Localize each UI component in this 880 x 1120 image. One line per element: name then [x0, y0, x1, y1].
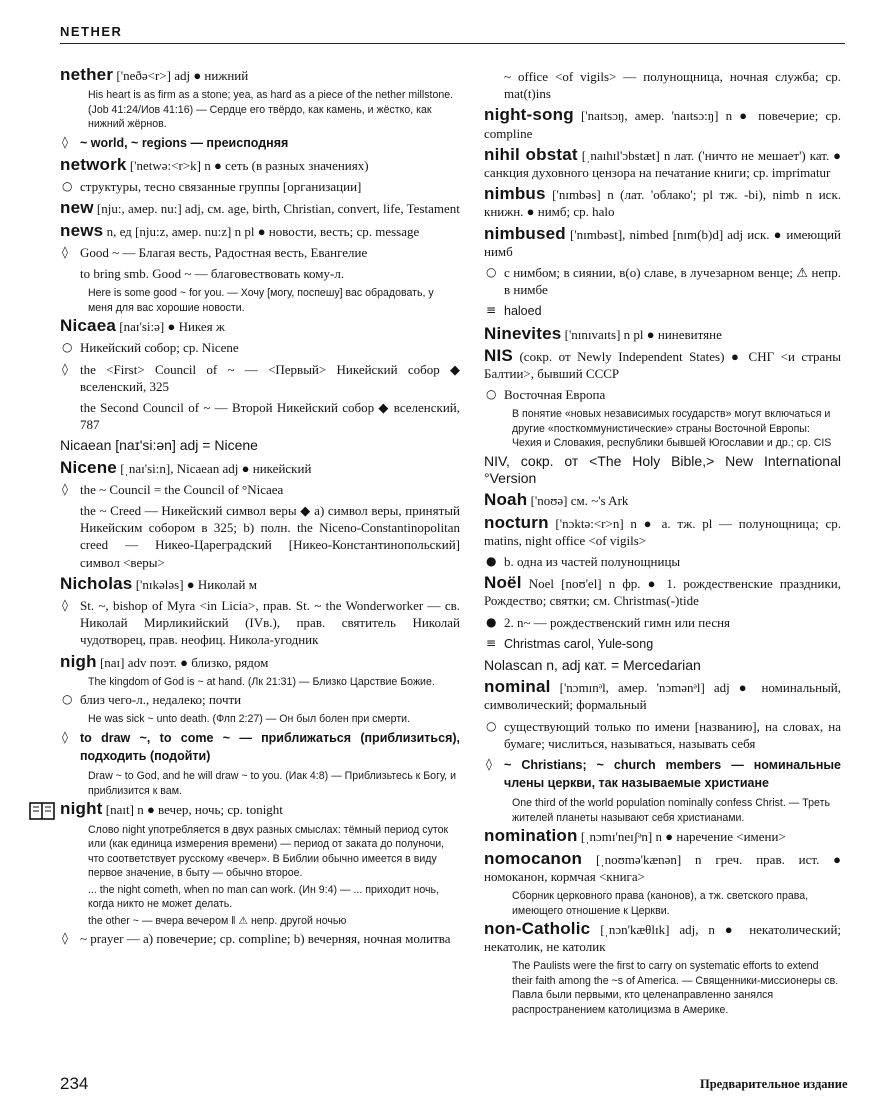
sub-sense: ◊ ~ prayer — a) повечерие; ср. compline; b) вечерняя, ночная молитва: [62, 931, 451, 947]
sub-sense: ≡ haloed: [486, 303, 542, 319]
entry: nomination [ˌnɔmɪ'neɪʃᵊn] n ● наречение <имени>: [484, 826, 786, 846]
example: The Paulists were the first to carry on systematic efforts to extend their faith among the ~s of America. — Священники-миссионеры св. Павла были первыми, кто целенаправленно занялся распространением католицизма в Америке.: [512, 960, 839, 1016]
page-number: 234: [60, 1074, 89, 1093]
entry: nimbus ['nɪmbəs] n (лат. 'облако'; pl тж. -bi), nimb n иск. книжн. ● нимб; ср. halo: [484, 184, 842, 220]
example: One third of the world population nominally confess Christ. — Треть жителей планеты называют себя христианами.: [512, 797, 830, 824]
example: ... the night cometh, when no man can work. (Ин 9:4) — ... приходит ночь, когда никто не может делать.: [88, 883, 440, 911]
sub-sense: ○ Никейский собор; ср. Nicene: [62, 340, 239, 356]
sub-sense: ◊ the <First> Council of ~ — <Первый> Никейский собор ◆ вселенский, 325: [62, 361, 460, 394]
entry: night [naɪt] n ● вечер, ночь; ср. tonight: [60, 800, 460, 818]
entry: new [nju:, амер. nu:] adj, см. age, birth, Christian, convert, life, Testament: [60, 198, 460, 218]
example: Here is some good ~ for you. — Хочу [могу, поспешу] вас обрадовать, у меня для вас хорошие новости.: [88, 287, 434, 314]
sub-sense: ● b. одна из частей полунощницы: [486, 553, 681, 569]
entry: nominal ['nɔmɪnᵊl, амер. 'nɔmənᵊl] adj ● номинальный, символический; формальный: [484, 677, 842, 713]
book-icon: [29, 802, 55, 820]
sub-sense: ◊ the ~ Council = the Council of °Nicaea: [62, 481, 284, 497]
entry: NIV, сокр. от <The Holy Bible,> New International °Version: [484, 452, 841, 487]
sub-sense: ◊ Good ~ — Благая весть, Радостная весть, Евангелие: [62, 244, 368, 260]
sub-sense: ○ с нимбом; в сиянии, в(о) славе, в лучезарном венце; ⚠ непр. в нимбе: [486, 265, 841, 298]
sub-sense: ● 2. n~ — рождественский гимн или песня: [486, 614, 731, 630]
sub-sense: ~ office <of vigils> — полунощница, ночная служба; ср. mat(t)ins: [504, 69, 841, 102]
sub-sense: ◊ ~ world, ~ regions — преисподняя: [62, 134, 289, 150]
example: Слово night употребляется в двух разных смыслах: тёмный период суток или (как единица измерения времени) — период от заката до полуночи, что соответствует русскому «вечер». В Библии обычно имеется в виду первое значение, в быту — обычно второе.: [88, 823, 449, 880]
sub-sense: ○ существующий только по имени [названию], на словах, на бумаге; числиться, называться, называть себя: [486, 718, 841, 751]
sub-sense: ◊ ~ Christians; ~ church members — номинальные члены церкви, так называемые христиане: [486, 757, 841, 791]
sub-sense: ◊ to draw ~, to come ~ — приближаться (приблизиться), подходить (подойти): [62, 729, 460, 764]
sub-sense: the Second Council of ~ — Второй Никейский собор ◆ вселенский, 787: [80, 399, 460, 433]
entry: Nicaean [naɪ'si:ən] adj = Nicene: [60, 437, 258, 454]
entry: Nolascan n, adj кат. = Mercedarian: [484, 656, 701, 673]
sub-sense: to bring smb. Good ~ — благовествовать кому-л.: [80, 265, 345, 281]
sub-sense: ≡ Christmas carol, Yule-song: [486, 635, 654, 651]
sub-sense: ○ Восточная Европа: [486, 387, 606, 403]
entry: night-song ['naɪtsɔŋ, амер. 'naɪtsɔ:ŋ] n ● повечерие; ср. compline: [484, 105, 841, 141]
entry: nether ['neðə<r>] adj ● нижний: [60, 65, 249, 84]
example: He was sick ~ unto death. (Флп 2:27) — Он был болен при смерти.: [88, 713, 411, 726]
example: В понятие «новых независимых государств» могут включаться и другие «посткоммунистические» страны Восточной Европы: Чехия и Словакия, республики бывшей Югославии и др.; ср. CIS: [512, 408, 832, 450]
left-column: [60, 66, 460, 951]
entry: network ['netwə:<r>k] n ● сеть (в разных значениях): [60, 154, 369, 174]
sub-sense: ○ структуры, тесно связанные группы [организации]: [62, 179, 362, 195]
sub-sense: ◊ St. ~, bishop of Myra <in Licia>, прав. St. ~ the Wonderworker — св. Николай Мирликийский (IVв.), прав. святитель Николай чудотворец, прав. неофиц. Никола-угодник: [62, 597, 460, 648]
right-column: [484, 68, 841, 1019]
example: Сборник церковного права (канонов), а тж. светского права, имеющего отношение к Церкви.: [512, 890, 809, 917]
entry: Nicene [ˌnaɪ'si:n], Nicaean adj ● никейский: [60, 457, 312, 477]
entry: Noël Noel [noʊ'el] n фр. ● 1. рождественские праздники, Рождество; святки; см. Christmas(-)tide: [484, 573, 841, 609]
entry: non-Catholic [ˌnɔn'kæθlɪk] adj, n ● некатолический; некатолик, не католик: [484, 919, 842, 955]
entry: nomocanon [ˌnoʊmə'kænən] n греч. прав. ист. ● номоканон, кормчая <книга>: [484, 848, 841, 884]
running-head-word: NETHER: [60, 24, 130, 39]
entry: nocturn ['nɔktə:<r>n] n ● a. тж. pl — полунощница; ср. matins, night office <of vigils>: [484, 512, 842, 548]
edition-note: Предварительное издание: [700, 1077, 848, 1091]
running-head: [60, 25, 845, 44]
example: Draw ~ to God, and he will draw ~ to you. (Иак 4:8) — Приблизьтесь к Богу, и приблизится к вам.: [88, 770, 456, 797]
entry: Nicaea [naɪ'si:ə] ● Никея ж: [60, 316, 225, 336]
entry: news n, ед [nju:z, амер. nu:z] n pl ● новости, весть; ср. message: [60, 220, 420, 240]
example: the other ~ — вчера вечером ‖ ⚠ непр. другой ночью: [88, 914, 347, 927]
entry: nimbused ['nɪmbəst], nimbed [nɪm(b)d] adj иск. ● имеющий нимб: [484, 223, 841, 259]
sub-sense: the ~ Creed — Никейский символ веры ◆ a) символ веры, принятый Никейским собором в 325; b) полн. the Niceno-Constantinopolitan creed — Никео-Цареградский [Никео-Константинопольский] символ <веры>: [80, 502, 460, 570]
entry: NIS (сокр. от Newly Independent States) ● СНГ <и страны Балтии>, бывший СССР: [484, 345, 841, 382]
entry: Noah ['noʊə] см. ~'s Ark: [484, 490, 629, 510]
example: His heart is as firm as a stone; yea, as hard as a piece of the nether millstone. (Job 41:24/Иов 41:16) — Сердце его твёрдо, как камень, и жёстко, как нижний жёрнов.: [88, 89, 454, 131]
example: The kingdom of God is ~ at hand. (Лк 21:31) — Близко Царствие Божие.: [88, 675, 435, 688]
entry: nigh [naɪ] adv поэт. ● близко, рядом: [60, 651, 269, 671]
entry: Nicholas ['nɪkələs] ● Николай м: [60, 573, 257, 593]
entry: Ninevites ['nɪnɪvaɪts] n pl ● ниневитяне: [484, 323, 722, 343]
entry: nihil obstat [ˌnaɪhɪl'ɔbstæt] n лат. ('ничто не мешает') кат. ● санкция духовного цензора на печатание книги; ср. imprimatur: [484, 144, 842, 181]
sub-sense: ○ близ чего-л., недалеко; почти: [62, 692, 242, 708]
